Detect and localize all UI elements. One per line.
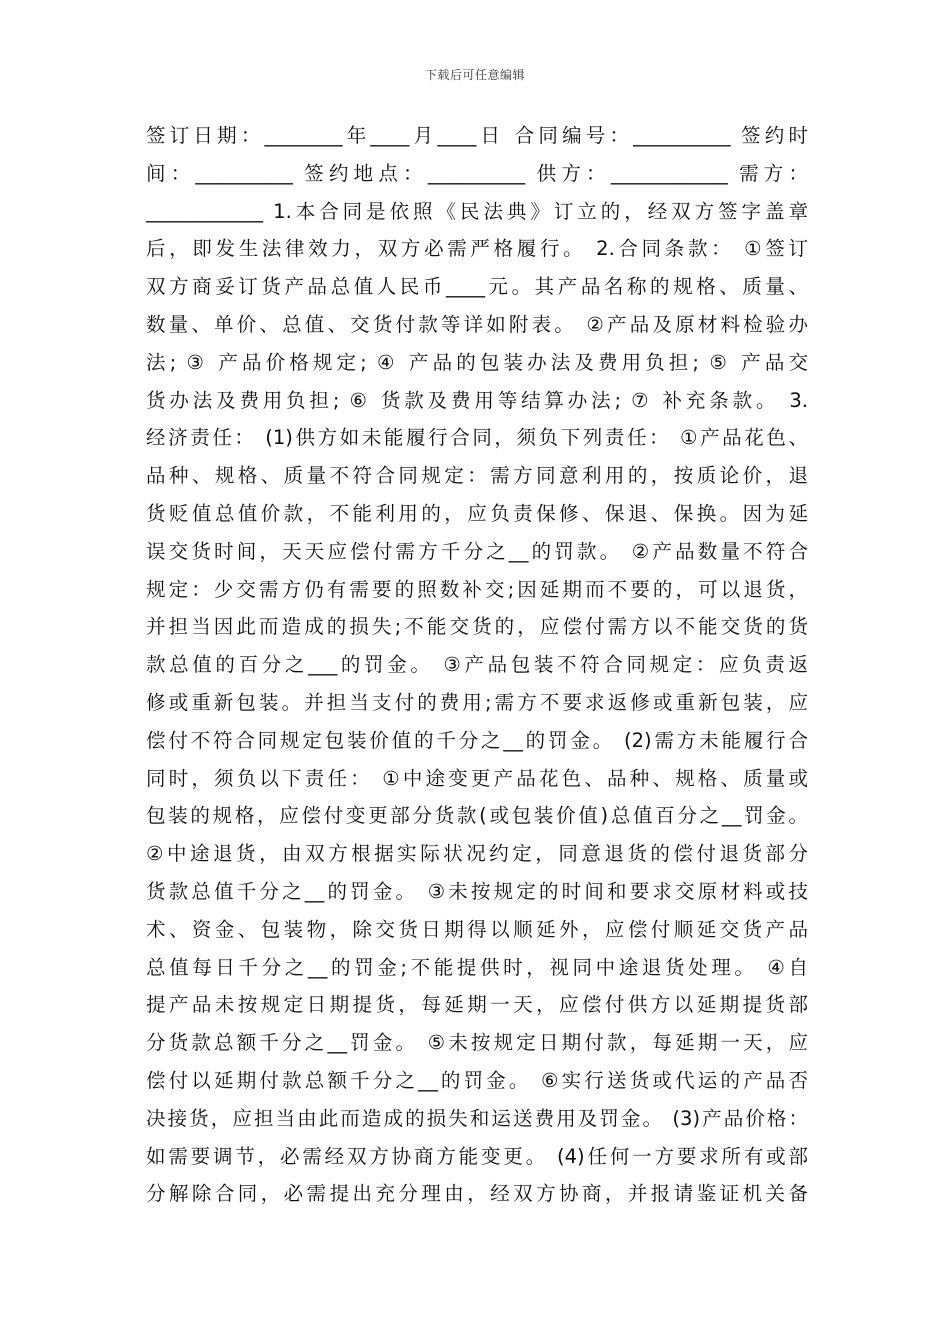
contract-line: ____________ 1.本合同是依照《民法典》订立的，经双方签字盖章 bbox=[146, 199, 808, 223]
contract-line: 术、资金、包装物，除交货日期得以顺延外，应偿付顺延交货产品 bbox=[146, 917, 808, 941]
contract-line: 分货款总额千分之__罚金。 ⑤未按规定日期付款，每延期一天，应 bbox=[146, 1031, 808, 1055]
contract-line: 偿付以延期付款总额千分之__的罚金。 ⑥实行送货或代运的产品否 bbox=[146, 1068, 808, 1092]
contract-body bbox=[146, 117, 808, 1213]
contract-line: 间：__________ 签约地点：__________ 供方：____________ 需方： bbox=[146, 161, 808, 185]
page-header-note: 下载后可任意编辑 bbox=[424, 68, 525, 82]
contract-line: 货贬值总值价款，不能利用的，应负责保修、保退、保换。因为延 bbox=[146, 501, 808, 525]
contract-line: 货款总值千分之__的罚金。 ③未按规定的时间和要求交原材料或技 bbox=[146, 879, 808, 903]
contract-line: 法; ③ 产品价格规定; ④ 产品的包装办法及费用负担; ⑤ 产品交 bbox=[146, 350, 808, 374]
contract-line: 款总值的百分之___的罚金。 ③产品包装不符合同规定：应负责返 bbox=[146, 653, 808, 677]
contract-line: 规定：少交需方仍有需要的照数补交;因延期而不要的，可以退货， bbox=[146, 577, 808, 601]
contract-line: 总值每日千分之__的罚金;不能提供时，视同中途退货处理。 ④自 bbox=[146, 955, 808, 979]
contract-line: 后，即发生法律效力，双方必需严格履行。 2.合同条款： ①签订 bbox=[146, 237, 808, 261]
contract-line: 包装的规格，应偿付变更部分货款(或包装价值)总值百分之__罚金。 bbox=[146, 804, 808, 828]
contract-line: 并担当因此而造成的损失;不能交货的，应偿付需方以不能交货的货 bbox=[146, 615, 808, 639]
contract-line: 数量、单价、总值、交货付款等详如附表。 ②产品及原材料检验办 bbox=[146, 312, 808, 336]
contract-line: 提产品未按规定日期提货，每延期一天，应偿付供方以延期提货部 bbox=[146, 993, 808, 1017]
contract-line: ②中途退货，由双方根据实际状况约定，同意退货的偿付退货部分 bbox=[146, 842, 808, 866]
contract-line: 货办法及费用负担; ⑥ 货款及费用等结算办法; ⑦ 补充条款。 3. bbox=[146, 388, 808, 412]
contract-line: 分解除合同，必需提出充分理由，经双方协商，并报请鉴证机关备 bbox=[146, 1182, 808, 1206]
contract-line: 签订日期：________年____月____日 合同编号：__________ 签约时 bbox=[146, 124, 808, 147]
contract-line: 修或重新包装。并担当支付的费用;需方不要求返修或重新包装，应 bbox=[146, 690, 808, 714]
contract-line: 决接货，应担当由此而造成的损失和运送费用及罚金。 (3)产品价格： bbox=[146, 1106, 808, 1130]
contract-line: 误交货时间，天天应偿付需方千分之__的罚款。 ②产品数量不符合 bbox=[146, 539, 808, 563]
contract-line: 偿付不符合同规定包装价值的千分之__的罚金。 (2)需方未能履行合 bbox=[146, 728, 808, 752]
contract-line: 双方商妥订货产品总值人民币____元。其产品名称的规格、质量、 bbox=[146, 275, 808, 299]
contract-line: 同时，须负以下责任： ①中途变更产品花色、品种、规格、质量或 bbox=[146, 766, 808, 790]
contract-line: 品种、规格、质量不符合同规定：需方同意利用的，按质论价，退 bbox=[146, 464, 808, 488]
contract-line: 经济责任： (1)供方如未能履行合同，须负下列责任： ①产品花色、 bbox=[146, 426, 808, 450]
contract-line: 如需要调节，必需经双方协商方能变更。 (4)任何一方要求所有或部 bbox=[146, 1144, 808, 1168]
